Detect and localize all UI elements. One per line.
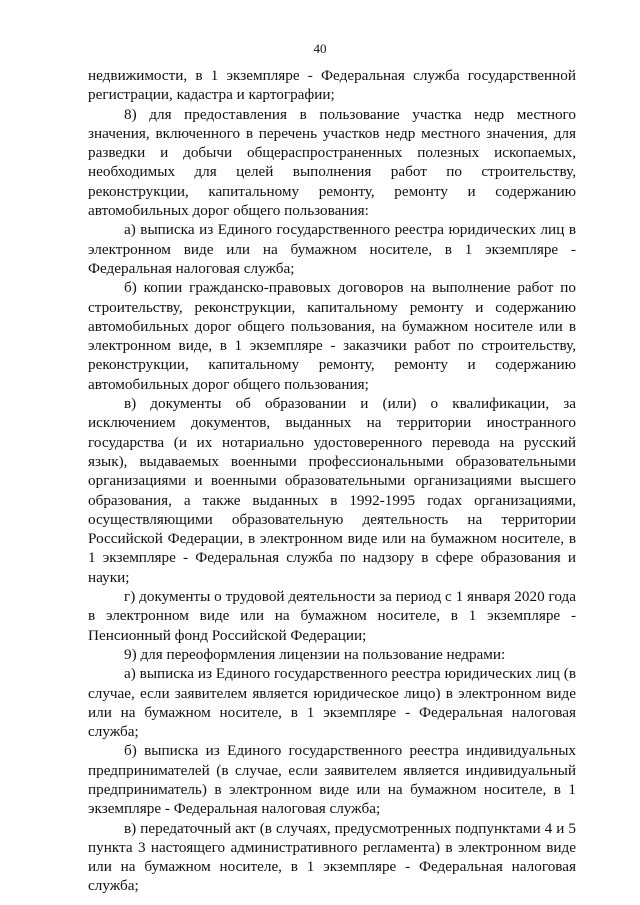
paragraph-continuation: недвижимости, в 1 экземпляре - Федеральная служба государственной регистрации, кадастра и картографии;	[88, 67, 576, 104]
paragraph-item-9: 9) для переоформления лицензии на пользование недрами:	[124, 645, 506, 663]
paragraph-item-9v: в) передаточный акт (в случаях, предусмотренных подпунктами 4 и 5 пункта 3 настоящего административного регламента) в электронном виде или на бумажном носителе, в 1 экземпляре - Федеральная налоговая служба;	[88, 819, 576, 895]
paragraph-item-9b: б) выписка из Единого государственного реестра индивидуальных предпринимателей (в случае, если заявителем является индивидуальный предприниматель) в электронном виде или на бумажном носителе, в 1 экземпляре - Федеральная налоговая служба;	[88, 742, 576, 818]
paragraph-item-9a: а) выписка из Единого государственного реестра юридических лиц (в случае, если заявителем является юридическое лицо) в электронном виде или на бумажном носителе, в 1 экземпляре - Федеральная налоговая служба;	[88, 665, 576, 741]
document-body	[88, 66, 576, 896]
paragraph-item-8v: в) документы об образовании и (или) о квалификации, за исключением документов, выданных на территории иностранного государства (и их нотариально удостоверенного перевода на русский язык), выдаваемых военными профессиональными образовательными организациями и военными образовательными организациями высшего образования, а также выданных в 1992-1995 годах организациями, осуществляющими образовательную деятельность на территории Российской Федерации, в электронном виде или на бумажном носителе, в 1 экземпляре - Федеральная служба по надзору в сфере образования и науки;	[88, 395, 576, 586]
page-number: 40	[313, 41, 327, 56]
paragraph-item-8b: б) копии гражданско-правовых договоров на выполнение работ по строительству, реконструкции, капитальному ремонту и содержанию автомобильных дорог общего пользования, на бумажном носителе или в электронном виде, в 1 экземпляре - заказчики работ по строительству, реконструкции, капитальному ремонту, ремонту и содержанию автомобильных дорог общего пользования;	[88, 279, 576, 393]
paragraph-item-8g: г) документы о трудовой деятельности за период с 1 января 2020 года в электронном виде или на бумажном носителе, в 1 экземпляре - Пенсионный фонд Российской Федерации;	[88, 588, 576, 644]
paragraph-item-8: 8) для предоставления в пользование участка недр местного значения, включенного в перечень участков недр местного значения, для разведки и добычи общераспространенных полезных ископаемых, необходимых для целей выполнения работ по строительству, реконструкции, капитальному ремонту, ремонту и содержанию автомобильных дорог общего пользования:	[88, 105, 576, 220]
paragraph-item-8a: а) выписка из Единого государственного реестра юридических лиц в электронном виде или на бумажном носителе, в 1 экземпляре - Федеральная налоговая служба;	[88, 221, 576, 277]
